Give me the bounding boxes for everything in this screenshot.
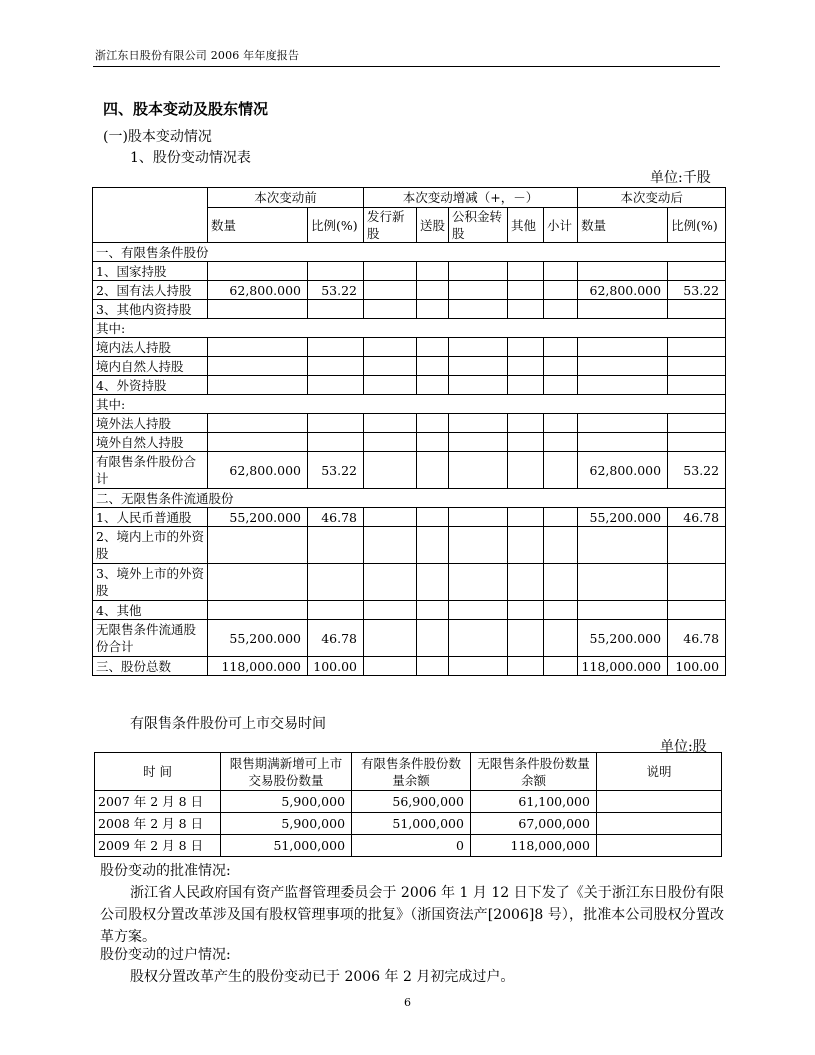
change-cell <box>544 281 578 300</box>
date-cell: 2007 年 2 月 8 日 <box>95 791 221 813</box>
before-pct-cell <box>308 300 364 319</box>
row-label: 一、有限售条件股份 <box>93 243 726 262</box>
date-cell: 2008 年 2 月 8 日 <box>95 813 221 835</box>
change-cell <box>449 262 508 281</box>
change-cell <box>544 433 578 452</box>
row-label: 其中: <box>93 319 726 338</box>
change-cell <box>508 262 544 281</box>
col-header-before-pct: 比例(%) <box>308 208 364 243</box>
table2-header-note: 说明 <box>596 753 721 791</box>
before-pct-cell <box>308 338 364 357</box>
change-cell <box>449 300 508 319</box>
before-qty-cell <box>208 338 308 357</box>
restricted-balance-cell: 51,000,000 <box>352 813 471 835</box>
table-row <box>93 376 726 395</box>
change-cell <box>417 527 449 564</box>
row-label: 境外自然人持股 <box>93 433 208 452</box>
after-qty-cell: 62,800.000 <box>578 281 668 300</box>
table-row <box>93 508 726 527</box>
after-pct-cell: 46.78 <box>668 620 726 657</box>
row-label: 4、其他 <box>93 601 208 620</box>
change-cell <box>449 452 508 489</box>
note-cell <box>596 813 721 835</box>
change-cell <box>508 564 544 601</box>
row-label: 境外法人持股 <box>93 414 208 433</box>
table-row <box>93 243 726 262</box>
table2-header-new-tradable: 限售期满新增可上市交易股份数量 <box>221 753 352 791</box>
after-qty-cell <box>578 433 668 452</box>
change-cell <box>364 620 417 657</box>
change-cell <box>508 376 544 395</box>
before-pct-cell: 53.22 <box>308 452 364 489</box>
unrestricted-balance-cell: 67,000,000 <box>470 813 596 835</box>
after-pct-cell <box>668 414 726 433</box>
before-pct-cell: 46.78 <box>308 508 364 527</box>
change-cell <box>449 357 508 376</box>
before-qty-cell: 55,200.000 <box>208 508 308 527</box>
table2-unit: 单位:股 <box>660 739 707 755</box>
change-cell <box>417 508 449 527</box>
unrestricted-balance-cell: 61,100,000 <box>470 791 596 813</box>
col-header-issue: 发行新股 <box>364 208 417 243</box>
group-header-change: 本次变动增减（+，－） <box>364 188 578 208</box>
after-qty-cell <box>578 601 668 620</box>
before-qty-cell <box>208 414 308 433</box>
after-pct-cell <box>668 262 726 281</box>
before-qty-cell <box>208 527 308 564</box>
change-cell <box>364 601 417 620</box>
change-cell <box>417 262 449 281</box>
change-cell <box>544 357 578 376</box>
lockup-schedule-table <box>94 752 722 857</box>
section-title: 四、股本变动及股东情况 <box>103 100 269 118</box>
table-row <box>93 414 726 433</box>
change-cell <box>508 338 544 357</box>
before-pct-cell: 53.22 <box>308 281 364 300</box>
change-cell <box>544 657 578 676</box>
before-qty-cell <box>208 376 308 395</box>
table-row <box>93 262 726 281</box>
transfer-heading: 股份变动的过户情况: <box>100 947 231 963</box>
before-qty-cell: 118,000.000 <box>208 657 308 676</box>
note-cell <box>596 791 721 813</box>
change-cell <box>544 414 578 433</box>
after-pct-cell <box>668 601 726 620</box>
after-pct-cell <box>668 564 726 601</box>
change-cell <box>544 338 578 357</box>
change-cell <box>364 414 417 433</box>
change-cell <box>449 564 508 601</box>
change-cell <box>417 300 449 319</box>
change-cell <box>508 414 544 433</box>
col-header-reserve: 公积金转股 <box>449 208 508 243</box>
table2-title: 有限售条件股份可上市交易时间 <box>130 716 326 732</box>
change-cell <box>417 452 449 489</box>
change-cell <box>544 620 578 657</box>
change-cell <box>417 564 449 601</box>
change-cell <box>364 508 417 527</box>
table-row <box>93 527 726 564</box>
col-header-after-pct: 比例(%) <box>668 208 726 243</box>
before-pct-cell: 46.78 <box>308 620 364 657</box>
change-cell <box>364 433 417 452</box>
row-label: 境内法人持股 <box>93 338 208 357</box>
date-cell: 2009 年 2 月 8 日 <box>95 835 221 857</box>
report-header: 浙江东日股份有限公司 2006 年年度报告 <box>95 49 300 62</box>
change-cell <box>364 527 417 564</box>
after-qty-cell <box>578 338 668 357</box>
change-cell <box>544 262 578 281</box>
table1-unit: 单位:千股 <box>650 170 711 186</box>
table-row <box>93 357 726 376</box>
row-label: 3、境外上市的外资股 <box>93 564 208 601</box>
after-qty-cell <box>578 564 668 601</box>
table-row <box>93 395 726 414</box>
subsection-title: (一)股本变动情况 <box>103 129 212 145</box>
table-row <box>93 281 726 300</box>
change-cell <box>508 527 544 564</box>
table-row <box>93 300 726 319</box>
transfer-body: 股权分置改革产生的股份变动已于 2006 年 2 月初完成过户。 <box>130 969 515 985</box>
change-cell <box>544 452 578 489</box>
change-cell <box>508 300 544 319</box>
table2-header-time: 时 间 <box>95 753 221 791</box>
table1-corner-cell <box>93 188 208 243</box>
approval-body: 浙江省人民政府国有资产监督管理委员会于 2006 年 1 月 12 日下发了《关于浙江东日股份有限公司股权分置改革涉及国有股权管理事项的批复》（浙国资法产[2006]8 号），批准本公司股权分置改革方案。 <box>100 885 724 945</box>
note-cell <box>596 835 721 857</box>
change-cell <box>364 376 417 395</box>
col-header-after-qty: 数量 <box>578 208 668 243</box>
change-cell <box>417 281 449 300</box>
table-row <box>95 813 722 835</box>
after-pct-cell: 53.22 <box>668 452 726 489</box>
before-pct-cell <box>308 527 364 564</box>
table-row <box>93 452 726 489</box>
after-qty-cell <box>578 414 668 433</box>
table-row <box>95 791 722 813</box>
col-header-before-qty: 数量 <box>208 208 308 243</box>
change-cell <box>508 601 544 620</box>
before-qty-cell: 62,800.000 <box>208 452 308 489</box>
after-qty-cell <box>578 527 668 564</box>
before-pct-cell <box>308 414 364 433</box>
after-qty-cell: 62,800.000 <box>578 452 668 489</box>
after-qty-cell <box>578 300 668 319</box>
col-header-other: 其他 <box>508 208 544 243</box>
change-cell <box>417 414 449 433</box>
table-row <box>95 835 722 857</box>
before-qty-cell <box>208 262 308 281</box>
change-cell <box>449 620 508 657</box>
change-cell <box>544 300 578 319</box>
change-cell <box>449 601 508 620</box>
change-cell <box>417 657 449 676</box>
change-cell <box>364 338 417 357</box>
before-qty-cell: 62,800.000 <box>208 281 308 300</box>
after-pct-cell <box>668 300 726 319</box>
change-cell <box>364 262 417 281</box>
change-cell <box>449 657 508 676</box>
row-label: 其中: <box>93 395 726 414</box>
after-qty-cell <box>578 262 668 281</box>
restricted-balance-cell: 56,900,000 <box>352 791 471 813</box>
change-cell <box>364 452 417 489</box>
table2-header-restricted-balance: 有限售条件股份数量余额 <box>352 753 471 791</box>
before-pct-cell <box>308 564 364 601</box>
change-cell <box>417 338 449 357</box>
row-label: 4、外资持股 <box>93 376 208 395</box>
before-pct-cell <box>308 357 364 376</box>
row-label: 1、人民币普通股 <box>93 508 208 527</box>
header-divider <box>93 66 720 67</box>
change-cell <box>417 376 449 395</box>
change-cell <box>364 657 417 676</box>
change-cell <box>508 657 544 676</box>
table-row <box>93 601 726 620</box>
change-cell <box>364 564 417 601</box>
new-tradable-cell: 51,000,000 <box>221 835 352 857</box>
change-cell <box>417 357 449 376</box>
table-row <box>93 657 726 676</box>
table-row <box>93 433 726 452</box>
before-pct-cell <box>308 433 364 452</box>
table2-header-unrestricted-balance: 无限售条件股份数量余额 <box>470 753 596 791</box>
after-qty-cell: 55,200.000 <box>578 508 668 527</box>
new-tradable-cell: 5,900,000 <box>221 813 352 835</box>
after-pct-cell <box>668 338 726 357</box>
change-cell <box>508 620 544 657</box>
row-label: 3、其他内资持股 <box>93 300 208 319</box>
table1-title: 1、股份变动情况表 <box>130 150 251 166</box>
after-pct-cell <box>668 527 726 564</box>
change-cell <box>449 433 508 452</box>
change-cell <box>508 508 544 527</box>
approval-heading: 股份变动的批准情况: <box>100 863 231 879</box>
before-pct-cell <box>308 262 364 281</box>
change-cell <box>508 281 544 300</box>
change-cell <box>508 433 544 452</box>
table-row <box>93 620 726 657</box>
change-cell <box>417 433 449 452</box>
change-cell <box>449 414 508 433</box>
col-header-bonus: 送股 <box>417 208 449 243</box>
after-pct-cell <box>668 376 726 395</box>
before-qty-cell: 55,200.000 <box>208 620 308 657</box>
row-label: 2、境内上市的外资股 <box>93 527 208 564</box>
row-label: 境内自然人持股 <box>93 357 208 376</box>
after-qty-cell <box>578 357 668 376</box>
change-cell <box>544 601 578 620</box>
table-row <box>93 338 726 357</box>
row-label: 2、国有法人持股 <box>93 281 208 300</box>
after-qty-cell <box>578 376 668 395</box>
before-pct-cell <box>308 376 364 395</box>
change-cell <box>364 281 417 300</box>
change-cell <box>364 300 417 319</box>
before-qty-cell <box>208 300 308 319</box>
before-pct-cell: 100.00 <box>308 657 364 676</box>
after-pct-cell: 100.00 <box>668 657 726 676</box>
after-pct-cell: 46.78 <box>668 508 726 527</box>
row-label: 1、国家持股 <box>93 262 208 281</box>
change-cell <box>449 508 508 527</box>
row-label: 无限售条件流通股份合计 <box>93 620 208 657</box>
after-pct-cell <box>668 433 726 452</box>
row-label: 三、股份总数 <box>93 657 208 676</box>
group-header-before: 本次变动前 <box>208 188 364 208</box>
row-label: 二、无限售条件流通股份 <box>93 489 726 508</box>
change-cell <box>449 527 508 564</box>
new-tradable-cell: 5,900,000 <box>221 791 352 813</box>
table-row <box>93 564 726 601</box>
before-qty-cell <box>208 601 308 620</box>
change-cell <box>417 601 449 620</box>
share-change-table <box>92 187 726 676</box>
before-qty-cell <box>208 357 308 376</box>
row-label: 有限售条件股份合计 <box>93 452 208 489</box>
group-header-after: 本次变动后 <box>578 188 726 208</box>
after-qty-cell: 55,200.000 <box>578 620 668 657</box>
change-cell <box>449 338 508 357</box>
change-cell <box>544 527 578 564</box>
after-qty-cell: 118,000.000 <box>578 657 668 676</box>
change-cell <box>364 357 417 376</box>
restricted-balance-cell: 0 <box>352 835 471 857</box>
unrestricted-balance-cell: 118,000,000 <box>470 835 596 857</box>
change-cell <box>544 564 578 601</box>
change-cell <box>544 376 578 395</box>
before-pct-cell <box>308 601 364 620</box>
table-row <box>93 489 726 508</box>
col-header-subtotal: 小计 <box>544 208 578 243</box>
after-pct-cell <box>668 357 726 376</box>
change-cell <box>417 620 449 657</box>
before-qty-cell <box>208 433 308 452</box>
change-cell <box>449 281 508 300</box>
after-pct-cell: 53.22 <box>668 281 726 300</box>
before-qty-cell <box>208 564 308 601</box>
change-cell <box>508 357 544 376</box>
page-number: 6 <box>404 996 411 1009</box>
table-row <box>93 319 726 338</box>
change-cell <box>449 376 508 395</box>
change-cell <box>544 508 578 527</box>
change-cell <box>508 452 544 489</box>
